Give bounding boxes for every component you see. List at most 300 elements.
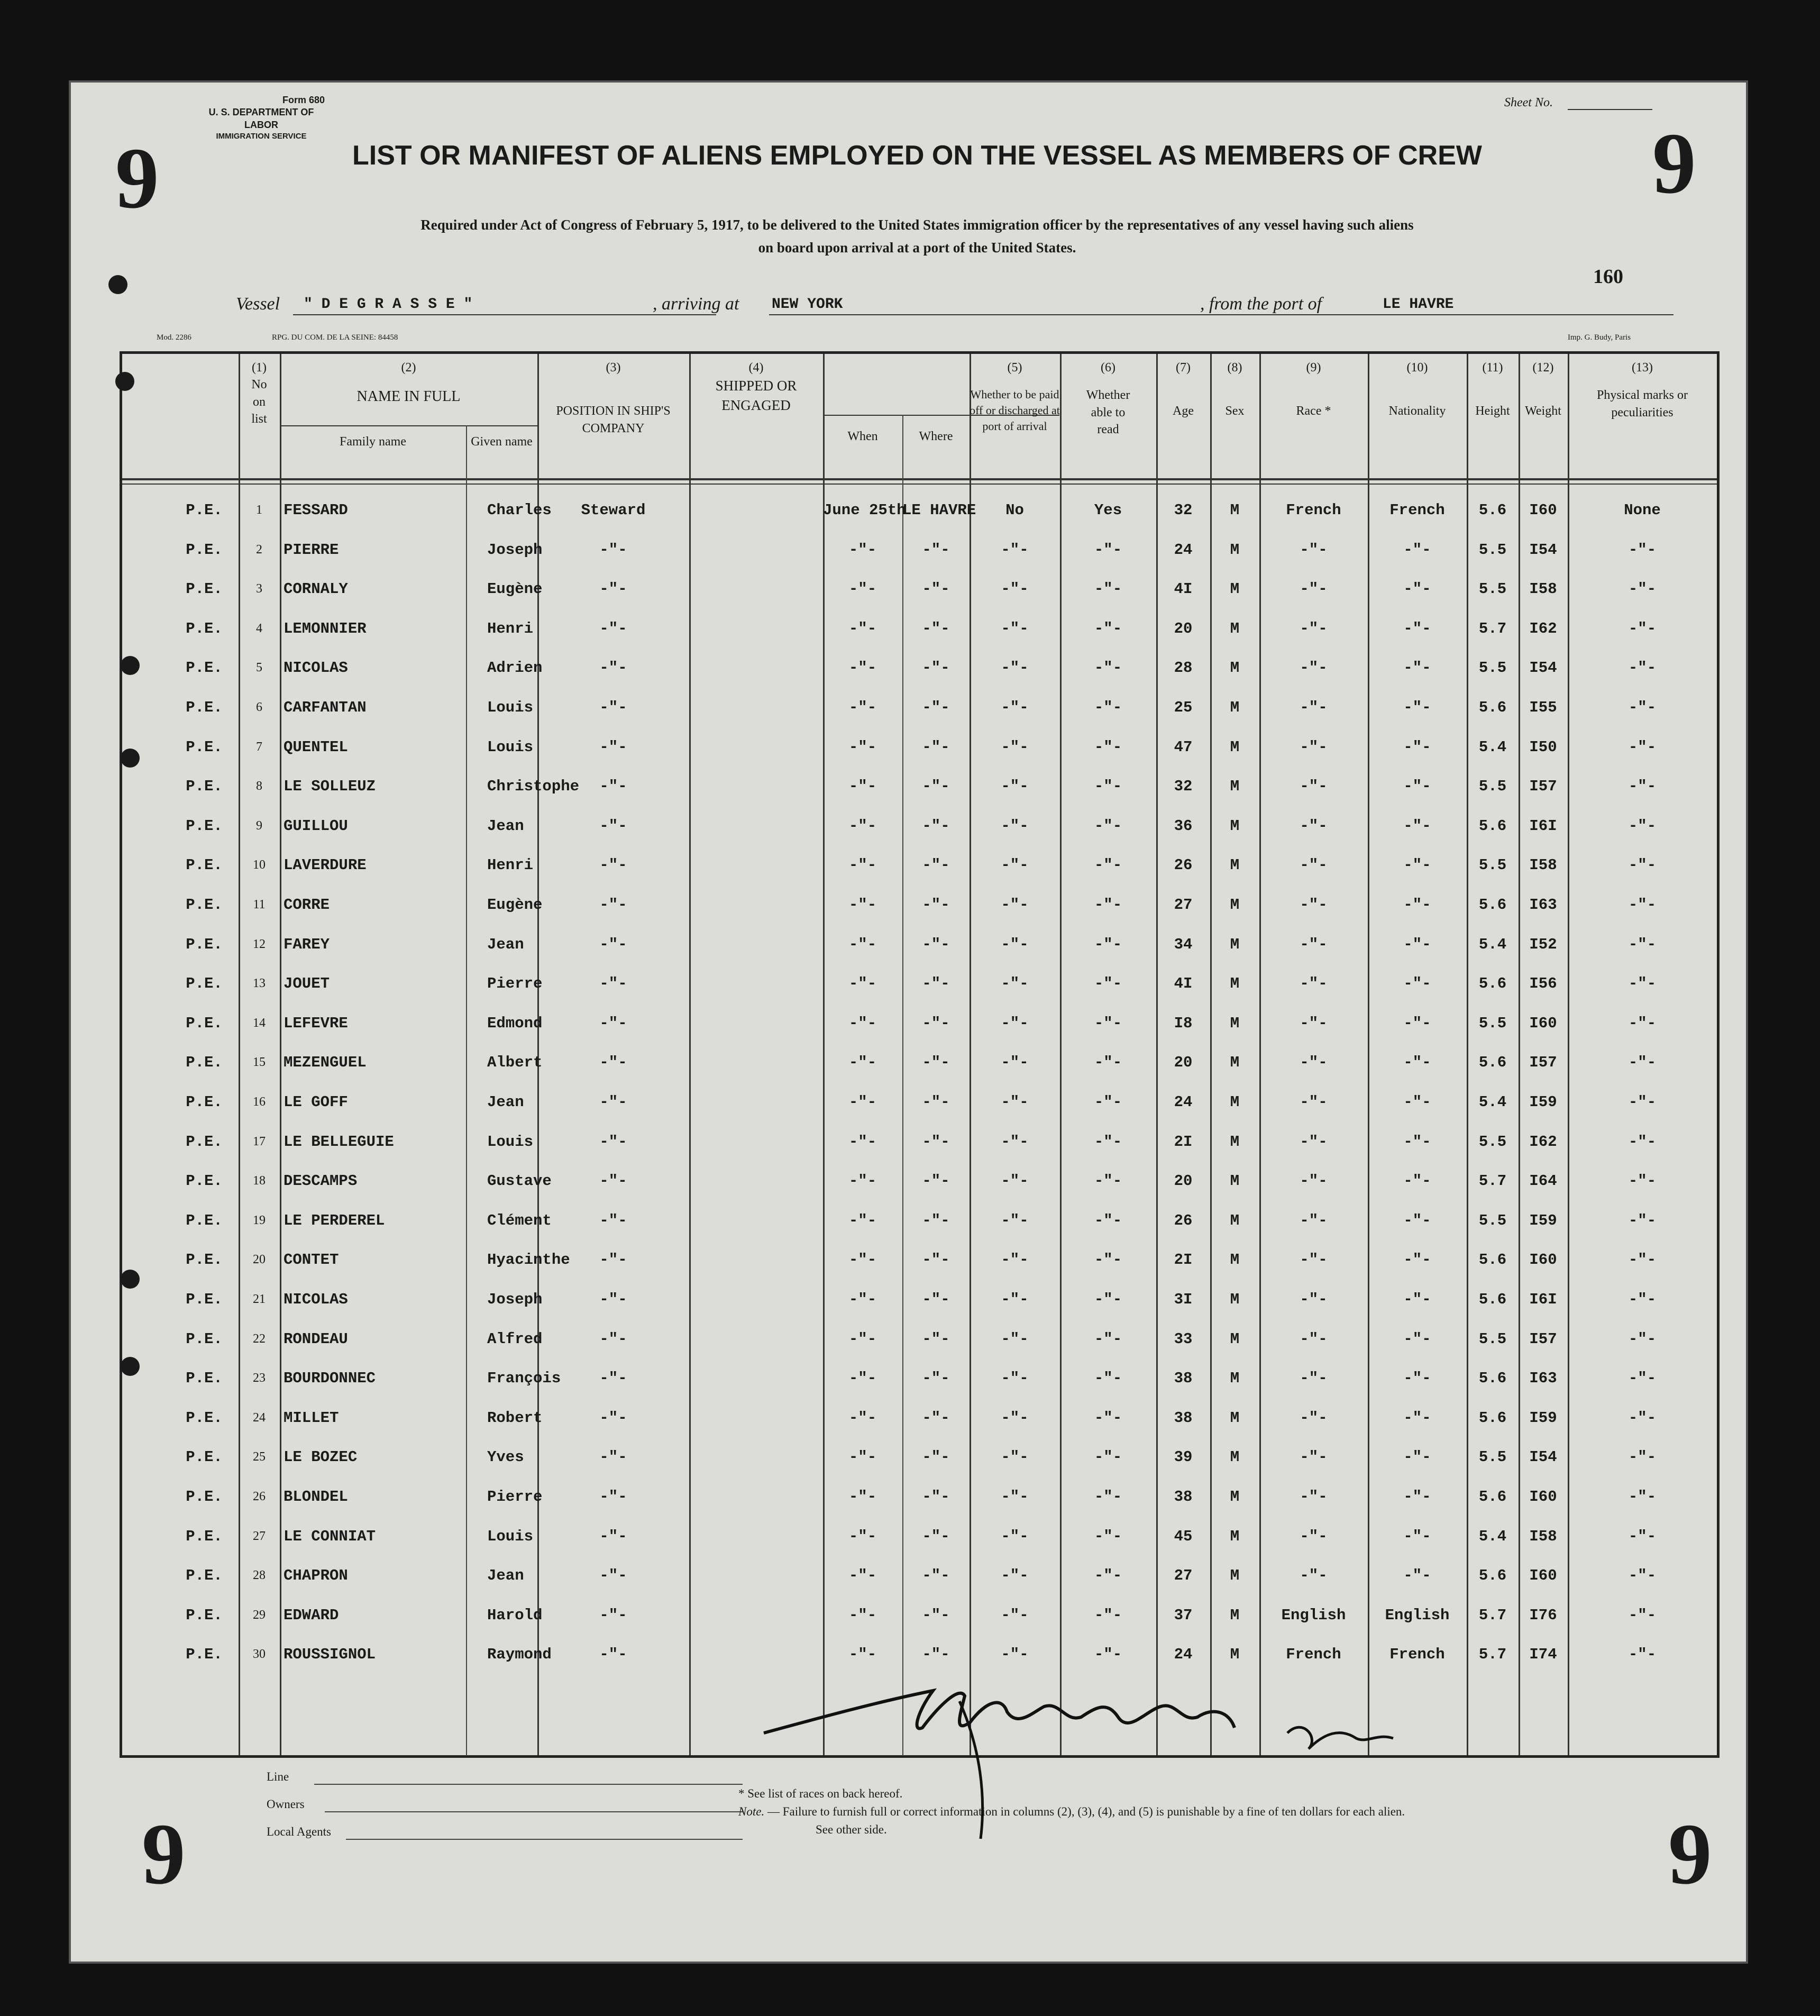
cell-family: GUILLOU bbox=[283, 817, 348, 835]
cell-when: -"- bbox=[848, 1211, 877, 1229]
cell-position: -"- bbox=[599, 1527, 627, 1545]
table-row bbox=[122, 1201, 1717, 1240]
cell-family: MILLET bbox=[283, 1409, 339, 1427]
rpg-reference: RPG. DU COM. DE LA SEINE: 84458 bbox=[272, 333, 398, 342]
cell-pe: P.E. bbox=[186, 541, 223, 559]
cell-position: -"- bbox=[599, 580, 627, 598]
cell-sex: M bbox=[1230, 1330, 1240, 1348]
cell-weight: I6I bbox=[1529, 817, 1557, 835]
cell-read: -"- bbox=[1094, 1488, 1122, 1506]
cell-no: 10 bbox=[253, 858, 266, 872]
cell-nationality: -"- bbox=[1403, 856, 1431, 874]
cell-given: Pierre bbox=[487, 1488, 543, 1506]
cell-when: -"- bbox=[848, 817, 877, 835]
cell-no: 20 bbox=[253, 1253, 266, 1267]
cell-sex: M bbox=[1230, 896, 1240, 914]
cell-family: BLONDEL bbox=[283, 1488, 348, 1506]
cell-nationality: -"- bbox=[1403, 1172, 1431, 1190]
cell-position: -"- bbox=[599, 1409, 627, 1427]
cell-paid: -"- bbox=[1001, 1646, 1029, 1664]
cell-marks: -"- bbox=[1628, 1330, 1657, 1348]
cell-paid: -"- bbox=[1001, 659, 1029, 677]
cell-where: -"- bbox=[922, 1409, 950, 1427]
cell-sex: M bbox=[1230, 1211, 1240, 1229]
header-num: (10) bbox=[1406, 361, 1428, 375]
cell-family: LE GOFF bbox=[283, 1093, 348, 1111]
header-label: Whether able to read bbox=[1086, 388, 1130, 437]
cell-when: June 25th bbox=[823, 501, 906, 519]
cell-where: -"- bbox=[922, 1567, 950, 1585]
header-num: (7) bbox=[1176, 361, 1191, 375]
cell-sex: M bbox=[1230, 699, 1240, 716]
cell-paid: -"- bbox=[1001, 1291, 1029, 1308]
cell-nationality: -"- bbox=[1403, 659, 1431, 677]
cell-height: 5.5 bbox=[1478, 856, 1507, 874]
cell-age: 26 bbox=[1174, 1211, 1193, 1229]
cell-read: -"- bbox=[1094, 1211, 1122, 1229]
cell-when: -"- bbox=[848, 1606, 877, 1624]
cell-family: CORNALY bbox=[283, 580, 348, 598]
table-row bbox=[122, 1043, 1717, 1082]
cell-age: 36 bbox=[1174, 817, 1193, 835]
cell-pe: P.E. bbox=[186, 778, 223, 796]
cell-no: 25 bbox=[253, 1450, 266, 1464]
cell-height: 5.6 bbox=[1478, 817, 1507, 835]
cell-sex: M bbox=[1230, 1646, 1240, 1664]
punch-hole bbox=[121, 656, 140, 675]
cell-family: CONTET bbox=[283, 1251, 339, 1269]
cell-marks: -"- bbox=[1628, 1014, 1657, 1032]
cell-height: 5.6 bbox=[1478, 1409, 1507, 1427]
cell-given: Christophe bbox=[487, 778, 580, 796]
cell-age: 24 bbox=[1174, 1646, 1193, 1664]
cell-race: -"- bbox=[1300, 699, 1328, 716]
cell-pe: P.E. bbox=[186, 1370, 223, 1388]
subtitle bbox=[198, 214, 1636, 259]
from-underline bbox=[1356, 314, 1673, 315]
header-col7 bbox=[1156, 359, 1210, 420]
note-label: Note. bbox=[738, 1805, 765, 1818]
cell-no: 12 bbox=[253, 937, 266, 951]
cell-read: -"- bbox=[1094, 896, 1122, 914]
header-col1 bbox=[239, 359, 280, 428]
cell-family: LEFEVRE bbox=[283, 1014, 348, 1032]
cell-age: 33 bbox=[1174, 1330, 1193, 1348]
header-num: (13) bbox=[1632, 361, 1653, 375]
header-given: Given name bbox=[471, 435, 533, 449]
cell-height: 5.5 bbox=[1478, 659, 1507, 677]
cell-age: 39 bbox=[1174, 1448, 1193, 1466]
cell-given: Louis bbox=[487, 1133, 534, 1151]
cell-position: -"- bbox=[599, 1251, 627, 1269]
cell-height: 5.7 bbox=[1478, 619, 1507, 637]
cell-paid: -"- bbox=[1001, 778, 1029, 796]
cell-sex: M bbox=[1230, 1093, 1240, 1111]
cell-when: -"- bbox=[848, 935, 877, 953]
cell-height: 5.5 bbox=[1478, 1014, 1507, 1032]
header-col5 bbox=[970, 359, 1060, 434]
cell-when: -"- bbox=[848, 1448, 877, 1466]
cell-race: -"- bbox=[1300, 1488, 1328, 1506]
cell-age: 2I bbox=[1174, 1133, 1193, 1151]
cell-nationality: -"- bbox=[1403, 1370, 1431, 1388]
cell-no: 27 bbox=[253, 1529, 266, 1543]
cell-no: 29 bbox=[253, 1608, 266, 1622]
cell-age: 25 bbox=[1174, 699, 1193, 716]
cell-race: -"- bbox=[1300, 896, 1328, 914]
cell-marks: -"- bbox=[1628, 817, 1657, 835]
cell-no: 28 bbox=[253, 1568, 266, 1583]
cell-read: -"- bbox=[1094, 1646, 1122, 1664]
page-title: LIST OR MANIFEST OF ALIENS EMPLOYED ON THE VESSEL AS MEMBERS OF CREW bbox=[352, 140, 1482, 171]
cell-position: Steward bbox=[581, 501, 646, 519]
cell-weight: I60 bbox=[1529, 501, 1557, 519]
cell-marks: -"- bbox=[1628, 1251, 1657, 1269]
cell-family: MEZENGUEL bbox=[283, 1054, 367, 1072]
cell-race: -"- bbox=[1300, 1251, 1328, 1269]
cell-when: -"- bbox=[848, 975, 877, 993]
cell-where: -"- bbox=[922, 1211, 950, 1229]
cell-age: 3I bbox=[1174, 1291, 1193, 1308]
cell-read: -"- bbox=[1094, 699, 1122, 716]
cell-race: -"- bbox=[1300, 856, 1328, 874]
cell-when: -"- bbox=[848, 541, 877, 559]
cell-given: Joseph bbox=[487, 1291, 543, 1308]
punch-hole bbox=[121, 1357, 140, 1376]
cell-where: LE HAVRE bbox=[902, 501, 976, 519]
header-num: (12) bbox=[1532, 361, 1554, 375]
punch-hole bbox=[121, 749, 140, 768]
cell-read: -"- bbox=[1094, 738, 1122, 756]
cell-given: Gustave bbox=[487, 1172, 552, 1190]
cell-where: -"- bbox=[922, 1370, 950, 1388]
cell-given: Henri bbox=[487, 856, 534, 874]
header-label: NAME IN FULL bbox=[356, 388, 461, 405]
table-row bbox=[122, 1358, 1717, 1398]
cell-when: -"- bbox=[848, 738, 877, 756]
cell-height: 5.5 bbox=[1478, 1211, 1507, 1229]
cell-age: 37 bbox=[1174, 1606, 1193, 1624]
cell-paid: -"- bbox=[1001, 935, 1029, 953]
cell-race: French bbox=[1286, 501, 1341, 519]
cell-weight: I52 bbox=[1529, 935, 1557, 953]
cell-read: -"- bbox=[1094, 541, 1122, 559]
cell-marks: -"- bbox=[1628, 1606, 1657, 1624]
cell-marks: -"- bbox=[1628, 1409, 1657, 1427]
cell-when: -"- bbox=[848, 1646, 877, 1664]
cell-nationality: -"- bbox=[1403, 699, 1431, 716]
cell-height: 5.6 bbox=[1478, 699, 1507, 716]
cell-weight: I54 bbox=[1529, 1448, 1557, 1466]
cell-where: -"- bbox=[922, 659, 950, 677]
cell-age: 20 bbox=[1174, 1172, 1193, 1190]
table-row bbox=[122, 530, 1717, 570]
cell-when: -"- bbox=[848, 1527, 877, 1545]
table-row bbox=[122, 964, 1717, 1004]
header-col4 bbox=[689, 359, 823, 415]
cell-marks: -"- bbox=[1628, 1133, 1657, 1151]
line-underline bbox=[314, 1784, 743, 1785]
cell-position: -"- bbox=[599, 1014, 627, 1032]
department: U. S. DEPARTMENT OF LABOR bbox=[208, 107, 314, 130]
table-row bbox=[122, 1082, 1717, 1122]
cell-weight: I62 bbox=[1529, 1133, 1557, 1151]
table-row bbox=[122, 1517, 1717, 1556]
cell-pe: P.E. bbox=[186, 659, 223, 677]
header-when: When bbox=[847, 430, 878, 443]
header-family: Family name bbox=[340, 435, 406, 449]
cell-weight: I6I bbox=[1529, 1291, 1557, 1308]
cell-family: NICOLAS bbox=[283, 1291, 348, 1308]
cell-where: -"- bbox=[922, 975, 950, 993]
cell-height: 5.6 bbox=[1478, 1251, 1507, 1269]
header-label: Race * bbox=[1296, 404, 1331, 418]
cell-family: LEMONNIER bbox=[283, 619, 367, 637]
cell-pe: P.E. bbox=[186, 896, 223, 914]
cell-no: 16 bbox=[253, 1095, 266, 1109]
cell-sex: M bbox=[1230, 1527, 1240, 1545]
cell-position: -"- bbox=[599, 1133, 627, 1151]
cell-family: FAREY bbox=[283, 935, 330, 953]
cell-given: François bbox=[487, 1370, 561, 1388]
header-label: Weight bbox=[1525, 404, 1561, 418]
cell-when: -"- bbox=[848, 1370, 877, 1388]
header-label: Whether to be paid off or discharged at port of arrival bbox=[970, 388, 1060, 433]
cell-family: ROUSSIGNOL bbox=[283, 1646, 376, 1664]
cell-race: -"- bbox=[1300, 778, 1328, 796]
table-row bbox=[122, 1240, 1717, 1280]
cell-nationality: -"- bbox=[1403, 935, 1431, 953]
cell-sex: M bbox=[1230, 1172, 1240, 1190]
cell-marks: -"- bbox=[1628, 659, 1657, 677]
cell-age: 45 bbox=[1174, 1527, 1193, 1545]
table-row bbox=[122, 806, 1717, 846]
cell-marks: -"- bbox=[1628, 1211, 1657, 1229]
header-col13 bbox=[1568, 359, 1717, 421]
cell-pe: P.E. bbox=[186, 501, 223, 519]
cell-age: 32 bbox=[1174, 778, 1193, 796]
table-row bbox=[122, 688, 1717, 727]
cell-nationality: -"- bbox=[1403, 778, 1431, 796]
printer-imprint: Imp. G. Budy, Paris bbox=[1568, 333, 1631, 342]
cell-marks: -"- bbox=[1628, 1488, 1657, 1506]
cell-weight: I64 bbox=[1529, 1172, 1557, 1190]
cell-read: -"- bbox=[1094, 1606, 1122, 1624]
cell-position: -"- bbox=[599, 778, 627, 796]
cell-pe: P.E. bbox=[186, 1330, 223, 1348]
cell-sex: M bbox=[1230, 935, 1240, 953]
cell-when: -"- bbox=[848, 856, 877, 874]
cell-weight: I56 bbox=[1529, 975, 1557, 993]
cell-family: EDWARD bbox=[283, 1606, 339, 1624]
header-label: Physical marks or peculiarities bbox=[1597, 388, 1688, 419]
cell-paid: -"- bbox=[1001, 1054, 1029, 1072]
cell-when: -"- bbox=[848, 1172, 877, 1190]
cell-marks: -"- bbox=[1628, 1054, 1657, 1072]
cell-pe: P.E. bbox=[186, 1488, 223, 1506]
cell-no: 4 bbox=[256, 621, 262, 635]
cell-sex: M bbox=[1230, 619, 1240, 637]
cell-marks: -"- bbox=[1628, 896, 1657, 914]
cell-given: Eugène bbox=[487, 580, 543, 598]
header-col8 bbox=[1210, 359, 1259, 420]
owners-underline bbox=[325, 1811, 743, 1812]
local-agents-label: Local Agents bbox=[267, 1825, 331, 1838]
cell-nationality: -"- bbox=[1403, 1448, 1431, 1466]
cell-where: -"- bbox=[922, 856, 950, 874]
cell-marks: -"- bbox=[1628, 1093, 1657, 1111]
cell-paid: -"- bbox=[1001, 856, 1029, 874]
cell-marks: -"- bbox=[1628, 541, 1657, 559]
cell-position: -"- bbox=[599, 817, 627, 835]
cell-family: LE BELLEGUIE bbox=[283, 1133, 394, 1151]
header-label: Height bbox=[1475, 404, 1510, 418]
cell-family: RONDEAU bbox=[283, 1330, 348, 1348]
cell-height: 5.4 bbox=[1478, 738, 1507, 756]
cell-age: 20 bbox=[1174, 619, 1193, 637]
cell-paid: -"- bbox=[1001, 1172, 1029, 1190]
page-number: 160 bbox=[1593, 266, 1623, 288]
races-note: * See list of races on back hereof. bbox=[738, 1787, 903, 1800]
cell-read: -"- bbox=[1094, 1527, 1122, 1545]
cell-read: -"- bbox=[1094, 1567, 1122, 1585]
cell-given: Joseph bbox=[487, 541, 543, 559]
cell-age: 27 bbox=[1174, 896, 1193, 914]
cell-where: -"- bbox=[922, 778, 950, 796]
header-num: (6) bbox=[1101, 361, 1115, 375]
cell-marks: -"- bbox=[1628, 1172, 1657, 1190]
cell-race: -"- bbox=[1300, 1448, 1328, 1466]
cell-age: 38 bbox=[1174, 1409, 1193, 1427]
cell-race: -"- bbox=[1300, 1211, 1328, 1229]
cell-given: Adrien bbox=[487, 659, 543, 677]
cell-pe: P.E. bbox=[186, 856, 223, 874]
cell-paid: -"- bbox=[1001, 1093, 1029, 1111]
cell-weight: I59 bbox=[1529, 1093, 1557, 1111]
cell-nationality: -"- bbox=[1403, 1527, 1431, 1545]
cell-position: -"- bbox=[599, 935, 627, 953]
cell-pe: P.E. bbox=[186, 1172, 223, 1190]
cell-age: 32 bbox=[1174, 501, 1193, 519]
cell-position: -"- bbox=[599, 896, 627, 914]
cell-pe: P.E. bbox=[186, 1014, 223, 1032]
cell-height: 5.6 bbox=[1478, 1488, 1507, 1506]
cell-when: -"- bbox=[848, 1291, 877, 1308]
cell-position: -"- bbox=[599, 738, 627, 756]
cell-sex: M bbox=[1230, 817, 1240, 835]
cell-no: 1 bbox=[256, 503, 262, 517]
cell-where: -"- bbox=[922, 1646, 950, 1664]
punch-hole bbox=[108, 275, 127, 294]
cell-sex: M bbox=[1230, 1014, 1240, 1032]
cell-where: -"- bbox=[922, 1133, 950, 1151]
table-row bbox=[122, 1477, 1717, 1517]
cell-where: -"- bbox=[922, 817, 950, 835]
cell-where: -"- bbox=[922, 1093, 950, 1111]
cell-paid: -"- bbox=[1001, 1488, 1029, 1506]
cell-sex: M bbox=[1230, 1054, 1240, 1072]
cell-paid: -"- bbox=[1001, 1133, 1029, 1151]
table-row bbox=[122, 845, 1717, 885]
cell-family: FESSARD bbox=[283, 501, 348, 519]
cell-sex: M bbox=[1230, 975, 1240, 993]
cell-where: -"- bbox=[922, 1054, 950, 1072]
cell-weight: I76 bbox=[1529, 1606, 1557, 1624]
cell-nationality: -"- bbox=[1403, 619, 1431, 637]
cell-nationality: -"- bbox=[1403, 817, 1431, 835]
cell-marks: -"- bbox=[1628, 1527, 1657, 1545]
cell-given: Albert bbox=[487, 1054, 543, 1072]
cell-family: LE PERDEREL bbox=[283, 1211, 385, 1229]
header-col9 bbox=[1259, 359, 1368, 420]
table-row bbox=[122, 569, 1717, 609]
cell-when: -"- bbox=[848, 659, 877, 677]
header-label: SHIPPED OR ENGAGED bbox=[715, 378, 797, 413]
cell-height: 5.6 bbox=[1478, 1370, 1507, 1388]
cell-paid: -"- bbox=[1001, 1606, 1029, 1624]
cell-family: LAVERDURE bbox=[283, 856, 367, 874]
cell-nationality: -"- bbox=[1403, 1488, 1431, 1506]
cell-read: -"- bbox=[1094, 1448, 1122, 1466]
cell-marks: -"- bbox=[1628, 935, 1657, 953]
cell-given: Louis bbox=[487, 1527, 534, 1545]
cell-no: 26 bbox=[253, 1490, 266, 1503]
cell-height: 5.6 bbox=[1478, 1567, 1507, 1585]
cell-given: Jean bbox=[487, 817, 524, 835]
cell-where: -"- bbox=[922, 619, 950, 637]
cell-height: 5.7 bbox=[1478, 1172, 1507, 1190]
cell-paid: -"- bbox=[1001, 817, 1029, 835]
cell-position: -"- bbox=[599, 1172, 627, 1190]
cell-sex: M bbox=[1230, 1291, 1240, 1308]
subtitle-line-1: Required under Act of Congress of February 5, 1917, to be delivered to the United States immigration officer by the representatives of any vessel having such aliens bbox=[420, 217, 1414, 233]
cell-read: -"- bbox=[1094, 619, 1122, 637]
cell-no: 15 bbox=[253, 1055, 266, 1070]
table-row bbox=[122, 925, 1717, 964]
cell-race: -"- bbox=[1300, 1014, 1328, 1032]
cell-given: Louis bbox=[487, 738, 534, 756]
cell-height: 5.7 bbox=[1478, 1646, 1507, 1664]
cell-position: -"- bbox=[599, 1211, 627, 1229]
cell-read: -"- bbox=[1094, 1093, 1122, 1111]
cell-sex: M bbox=[1230, 1409, 1240, 1427]
cell-weight: I50 bbox=[1529, 738, 1557, 756]
cell-sex: M bbox=[1230, 501, 1240, 519]
cell-where: -"- bbox=[922, 1251, 950, 1269]
cell-weight: I60 bbox=[1529, 1014, 1557, 1032]
cell-nationality: -"- bbox=[1403, 1014, 1431, 1032]
cell-position: -"- bbox=[599, 1606, 627, 1624]
cell-no: 14 bbox=[253, 1016, 266, 1030]
cell-height: 5.6 bbox=[1478, 975, 1507, 993]
cell-pe: P.E. bbox=[186, 1448, 223, 1466]
cell-pe: P.E. bbox=[186, 1251, 223, 1269]
cell-marks: -"- bbox=[1628, 619, 1657, 637]
cell-no: 19 bbox=[253, 1213, 266, 1227]
cell-where: -"- bbox=[922, 1014, 950, 1032]
cell-weight: I55 bbox=[1529, 699, 1557, 716]
cell-read: -"- bbox=[1094, 1172, 1122, 1190]
crew-table bbox=[120, 351, 1720, 1758]
cell-weight: I63 bbox=[1529, 896, 1557, 914]
cell-where: -"- bbox=[922, 1330, 950, 1348]
table-row bbox=[122, 1635, 1717, 1674]
mod-number: Mod. 2286 bbox=[157, 333, 191, 342]
from-label: , from the port of bbox=[1200, 294, 1322, 314]
cell-where: -"- bbox=[922, 580, 950, 598]
cell-family: CARFANTAN bbox=[283, 699, 367, 716]
cell-read: -"- bbox=[1094, 1014, 1122, 1032]
